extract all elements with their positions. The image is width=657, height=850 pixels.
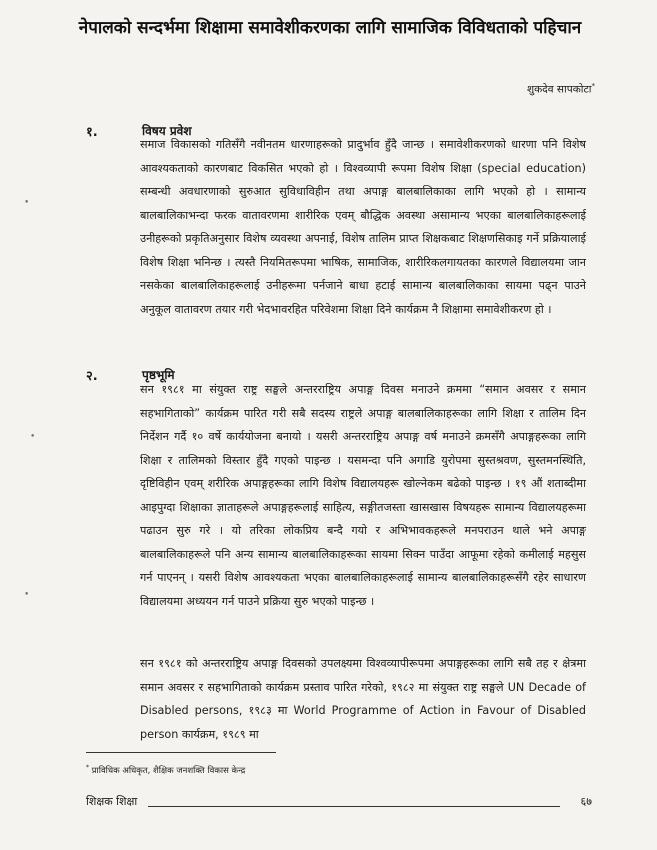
margin-mark: • <box>30 432 36 442</box>
section-2-heading: पृष्ठभूमि <box>142 368 175 382</box>
section-2-paragraph-1: सन १९८१ मा संयुक्त राष्ट्र सङ्घले अन्तरराष्ट्रिय अपाङ्ग दिवस मनाउने क्रममा “समान अवसर र समान सहभागिताको” कार्यक्रम पारित गरी सबै सदस्य राष्ट्रले अपाङ्ग बालबालिकाहरूका लागि शिक्षा र तालिम दिन निर्देशन गर्दै १० वर्षे कार्ययोजना बनायो । यसरी अन्तरराष्ट्रिय अपाङ्ग वर्ष मनाउने क्रमसँगै अपाङ्गहरूका लागि शिक्षा र तालिमको विस्तार हुँदै गएको पाइन्छ । यसमन्दा पनि अगाडि युरोपमा सुस्तश्रवण, सुस्तमनस्थिति, दृष्टिविहीन एवम् शरीरिक अपाङ्गहरूका लागि विशेष विद्यालयहरू खोल्नेकम बढेको पाइन्छ । १९ औं शताब्दीमा आइपुग्दा शिक्षाका ज्ञाताहरूले अपाङ्गहरूलाई साहित्य, सङ्गीतजस्ता खासखास विषयहरू सामान्य विद्यालयहरूमा पढाउन सुरु गरे । यो तरिका लोकप्रिय बन्दै गयो र अभिभावकहरूले मनपराउन थाले भने अपाङ्ग बालबालिकाहरूले पनि अन्य सामान्य बालबालिकाहरूका सायमा सिक्न पाउँदा आफूमा रहेको कमीलाई महसुस गर्न पाएनन् । यसरी विशेष आवश्यकता भएका बालबालिकाहरूलाई सामान्य बालबालिकाहरूसँगै रहेर साधारण विद्यालयमा अध्ययन गर्न पाउने प्रक्रिया सुरु भएको पाइन्छ । <box>140 383 586 608</box>
footnote <box>86 764 245 776</box>
footnote-text: प्राविधिक अधिकृत, शैक्षिक जनशक्ति विकास केन्द्र <box>91 765 246 776</box>
article-title: नेपालको सन्दर्भमा शिक्षामा समावेशीकरणका लागि सामाजिक विविधताको पहिचान <box>78 18 582 38</box>
section-2-number: २. <box>86 369 98 384</box>
footer-rule <box>148 806 560 807</box>
page-number: ६७ <box>580 795 592 808</box>
page-footer <box>86 794 592 814</box>
author-footnote-mark: * <box>591 82 595 90</box>
margin-mark: • <box>24 198 30 208</box>
author-name <box>527 82 595 97</box>
journal-name: शिक्षक शिक्षा <box>86 795 138 808</box>
section-1-heading: विषय प्रवेश <box>142 124 192 138</box>
section-1-number: १. <box>86 125 98 140</box>
margin-mark: • <box>24 590 30 600</box>
footnote-mark: * <box>86 764 89 771</box>
section-1-paragraph-1: समाज विकासको गतिसँगै नवीनतम धारणाहरूको प्रादुर्भाव हुँदै जान्छ । समावेशीकरणको धारणा पनि विशेष आवश्यकताको कारणबाट विकसित भएको हो । विश्वव्यापी रूपमा विशेष शिक्षा (special education) सम्बन्धी अवधारणाको सुरुआत सुविधाविहीन तथा अपाङ्ग बालबालिकाका लागि भएको हो । सामान्य बालबालिकाभन्दा फरक वातावरणमा शारीरिक एवम् बौद्धिक अवस्था असामान्य भएका बालबालिकाहरूलाई उनीहरूको प्रकृतिअनुसार विशेष व्यवस्था अपनाई, विशेष तालिम प्राप्त शिक्षकबाट शिक्षणसिकाइ गर्ने प्रक्रियालाई विशेष शिक्षा भनिन्छ । त्यस्तै नियमितरूपमा भाषिक, सामाजिक, शारीरिकलगायतका कारणले विद्यालयमा जान नसकेका बालबालिकाहरूलाई उनीहरूमा पर्नजाने बाधा हटाई सामान्य बालबालिकाका सायमा पढ्न पाउने अनुकूल वातावरण तयार गरी भेदभावरहित परिवेशमा शिक्षा दिने कार्यक्रम नै शिक्षामा समावेशीकरण हो । <box>140 138 586 316</box>
section-2-paragraph-2: सन १९८१ को अन्तरराष्ट्रिय अपाङ्ग दिवसको उपलक्ष्यमा विश्वव्यापीरूपमा अपाङ्गहरूका लागि सबै तह र क्षेत्रमा समान अवसर र सहभागिताको कार्यक्रम प्रस्ताव पारित गरेको, १९८२ मा संयुक्त राष्ट्र सङ्घले UN Decade of Disabled persons, १९८३ मा World Programme of Action in Favour of Disabled person कार्यक्रम, १९८९ मा <box>140 657 586 741</box>
author-text: शुकदेव सापकोटा <box>526 83 592 96</box>
footnote-rule <box>86 752 276 753</box>
